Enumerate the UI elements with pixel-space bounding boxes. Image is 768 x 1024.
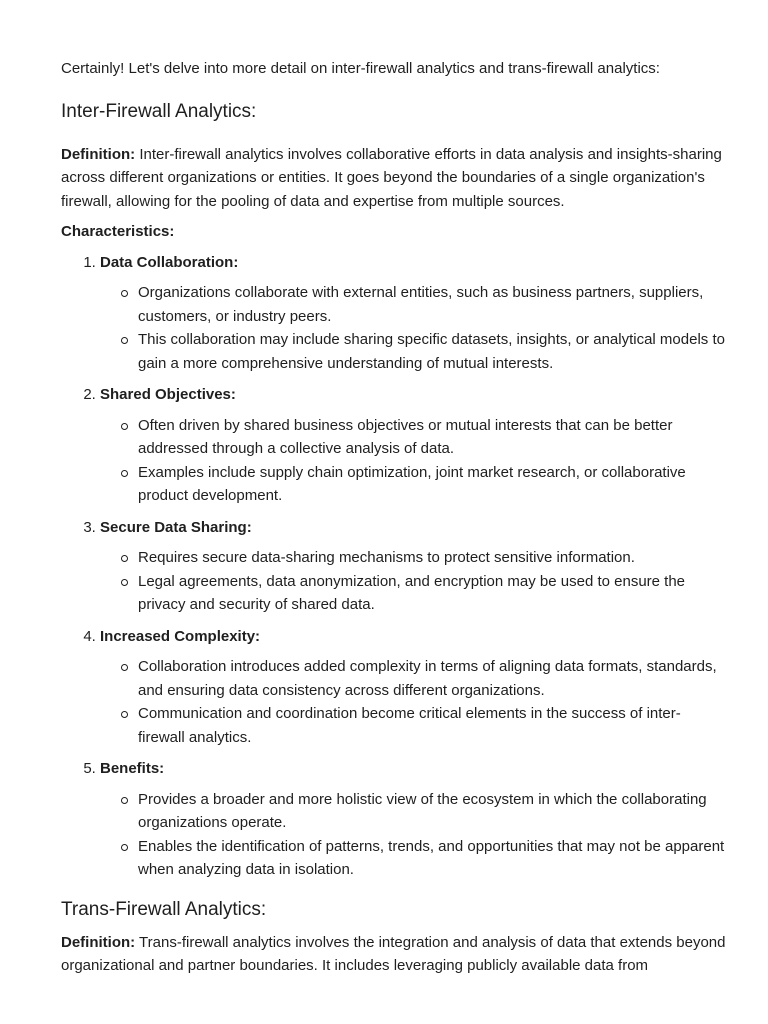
hollow-circle-bullet-icon <box>121 711 128 718</box>
point-title: 5. Benefits: <box>100 760 165 777</box>
sub-item-text: This collaboration may include sharing specific datasets, insights, or analytical models to gain a more comprehensive understanding of mutual interests. <box>138 331 725 372</box>
list-item-benefits <box>100 757 726 882</box>
characteristics-heading: Characteristics: <box>61 223 175 240</box>
list-item-increased-complexity <box>100 625 726 750</box>
sub-item-text: Collaboration introduces added complexity in terms of aligning data formats, standards, and ensuring data consistency across different organizations. <box>138 658 717 699</box>
list-item-secure-data-sharing <box>100 516 726 617</box>
list-item-data-collaboration <box>100 251 726 376</box>
sub-list-item <box>138 570 726 617</box>
sub-list-item <box>138 655 726 702</box>
hollow-circle-bullet-icon <box>121 579 128 586</box>
section-2-definition <box>61 931 726 978</box>
hollow-circle-bullet-icon <box>121 664 128 671</box>
sub-item-text: Organizations collaborate with external entities, such as business partners, suppliers, customers, or industry peers. <box>138 284 704 325</box>
hollow-circle-bullet-icon <box>121 423 128 430</box>
intro-paragraph: Certainly! Let's delve into more detail on inter-firewall analytics and trans-firewall analytics: <box>61 60 660 77</box>
hollow-circle-bullet-icon <box>121 470 128 477</box>
sub-list-item <box>138 546 726 570</box>
sub-list-item <box>138 788 726 835</box>
hollow-circle-bullet-icon <box>121 797 128 804</box>
point-title: 4. Increased Complexity: <box>100 627 261 645</box>
hollow-circle-bullet-icon <box>121 337 128 344</box>
definition-text: Trans-firewall analytics involves the integration and analysis of data that extends beyond organizational and partner boundaries. It includes leveraging publicly available data from <box>61 933 726 974</box>
sub-item-text: Enables the identification of patterns, trends, and opportunities that may not be apparent when analyzing data in isolation. <box>138 837 725 878</box>
sub-list-item <box>138 461 726 508</box>
hollow-circle-bullet-icon <box>121 290 128 297</box>
sub-list <box>100 788 726 882</box>
definition-label: Definition: <box>61 145 136 163</box>
sub-item-text: Legal agreements, data anonymization, and encryption may be used to ensure the privacy and security of shared data. <box>138 572 686 613</box>
characteristics-list <box>61 251 726 882</box>
point-title: 3. Secure Data Sharing: <box>100 518 252 536</box>
section-1-definition <box>61 143 726 214</box>
section-1-title: Inter-Firewall Analytics: <box>61 100 257 122</box>
sub-item-text: Examples include supply chain optimization, joint market research, or collaborative product development. <box>138 463 686 504</box>
hollow-circle-bullet-icon <box>121 844 128 851</box>
sub-list <box>100 655 726 749</box>
definition-label: Definition: <box>61 933 136 951</box>
section-2-title: Trans-Firewall Analytics: <box>61 898 267 920</box>
point-title: 1. Data Collaboration: <box>100 253 239 271</box>
sub-list-item <box>138 414 726 461</box>
sub-item-text: Often driven by shared business objectives or mutual interests that can be better addressed through a collective analysis of data. <box>138 416 673 457</box>
sub-list <box>100 546 726 617</box>
sub-item-text: Requires secure data-sharing mechanisms to protect sensitive information. <box>138 549 635 566</box>
sub-list-item <box>138 702 726 749</box>
definition-text: Inter-firewall analytics involves collaborative efforts in data analysis and insights-sharing across different organizations or entities. It goes beyond the boundaries of a single organization's firewall, allowing for the pooling of data and expertise from multiple sources. <box>61 145 722 210</box>
point-title: 2. Shared Objectives: <box>100 386 236 403</box>
hollow-circle-bullet-icon <box>121 555 128 562</box>
sub-list <box>100 281 726 375</box>
sub-list-item <box>138 281 726 328</box>
sub-list-item <box>138 835 726 882</box>
sub-list-item <box>138 328 726 375</box>
sub-item-text: Provides a broader and more holistic view of the ecosystem in which the collaborating organizations operate. <box>138 790 707 831</box>
sub-list <box>100 414 726 508</box>
list-item-shared-objectives <box>100 383 726 508</box>
sub-item-text: Communication and coordination become critical elements in the success of inter-firewall analytics. <box>138 705 681 746</box>
